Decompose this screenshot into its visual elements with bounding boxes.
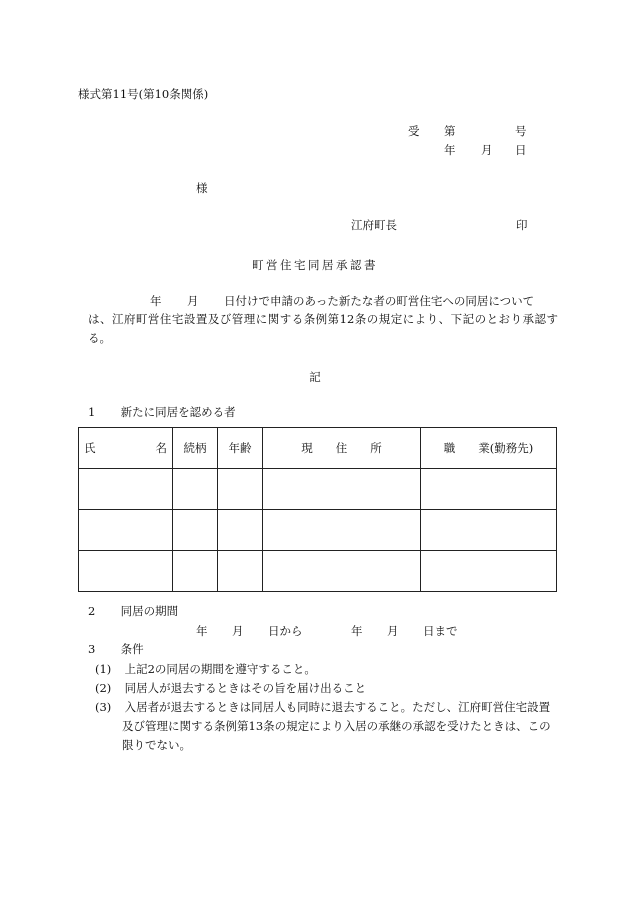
table-header-row [79, 428, 557, 469]
body-nen: 年 [150, 294, 162, 308]
receipt-go: 号 [515, 124, 527, 138]
cell-occupation[interactable] [421, 551, 557, 592]
condition-item-3 [95, 698, 555, 755]
period-to-hi: 日まで [423, 624, 458, 638]
cell-address[interactable] [263, 469, 421, 510]
header-age: 年齢 [218, 428, 263, 469]
date-tsuki: 月 [481, 143, 493, 157]
condition-text: 上記2の同居の期間を遵守すること。 [124, 662, 316, 676]
cell-occupation[interactable] [421, 469, 557, 510]
body-text-rest: は、江府町営住宅設置及び管理に関する条例第12条の規定により、下記のとおり承認する。 [88, 312, 558, 345]
header-address: 現 住 所 [263, 428, 421, 469]
seal-mark: 印 [516, 218, 528, 232]
table-row [79, 510, 557, 551]
cell-name[interactable] [79, 551, 173, 592]
cell-relation[interactable] [173, 469, 218, 510]
condition-item-2 [95, 679, 555, 698]
section1-label: 新たに同居を認める者 [120, 405, 236, 419]
period-to-nen: 年 [351, 624, 363, 638]
condition-number: (2) [95, 681, 112, 695]
ki-marker: 記 [309, 370, 321, 384]
issuer: 江府町長 [351, 218, 397, 232]
section1-heading [88, 404, 236, 420]
form-label: 様式第11号(第10条関係) [78, 87, 209, 101]
section3-label: 条件 [120, 642, 144, 656]
header-relation: 続柄 [173, 428, 218, 469]
header-occupation: 職 業(勤務先) [421, 428, 557, 469]
cell-occupation[interactable] [421, 510, 557, 551]
condition-text: 同居人が退去するときはその旨を届け出ること [124, 681, 367, 695]
header-name-b: 名 [155, 441, 167, 455]
date-hi: 日 [515, 143, 527, 157]
cell-relation[interactable] [173, 551, 218, 592]
cell-address[interactable] [263, 510, 421, 551]
addressee: 様 [196, 181, 208, 195]
table-row [79, 551, 557, 592]
receipt-dai: 第 [444, 124, 456, 138]
section2-number: 2 [88, 604, 96, 618]
cell-age[interactable] [218, 469, 263, 510]
receipt-uke: 受 [408, 124, 420, 138]
condition-number: (1) [95, 662, 112, 676]
period-from-tsuki: 月 [232, 624, 244, 638]
cell-name[interactable] [79, 510, 173, 551]
cell-address[interactable] [263, 551, 421, 592]
section2-label: 同居の期間 [120, 604, 179, 618]
section1-number: 1 [88, 405, 96, 419]
cell-name[interactable] [79, 469, 173, 510]
condition-item-1 [95, 660, 555, 679]
body-tsuki: 月 [187, 294, 199, 308]
table-row [79, 469, 557, 510]
date-nen: 年 [444, 143, 456, 157]
cell-relation[interactable] [173, 510, 218, 551]
period-from-hi: 日から [268, 624, 303, 638]
condition-text: 入居者が退去するときは同居人も同時に退去すること。ただし、江府町営住宅設置及び管理に関する条例第13条の規定により入居の承継の承認を受けたときは、この限りでない。 [122, 700, 551, 752]
section3-number: 3 [88, 642, 96, 656]
residents-table [78, 427, 557, 592]
body-text-first: 日付けで申請のあった新たな者の町営住宅への同居について [224, 294, 535, 308]
section2-heading [88, 603, 178, 619]
period-from-nen: 年 [196, 624, 208, 638]
cell-age[interactable] [218, 510, 263, 551]
period-to-tsuki: 月 [387, 624, 399, 638]
header-name-a: 氏 [84, 441, 96, 455]
document-title: 町営住宅同居承認書 [252, 258, 378, 272]
section3-heading [88, 641, 144, 657]
header-name [79, 428, 173, 469]
condition-number: (3) [95, 700, 112, 714]
cell-age[interactable] [218, 551, 263, 592]
